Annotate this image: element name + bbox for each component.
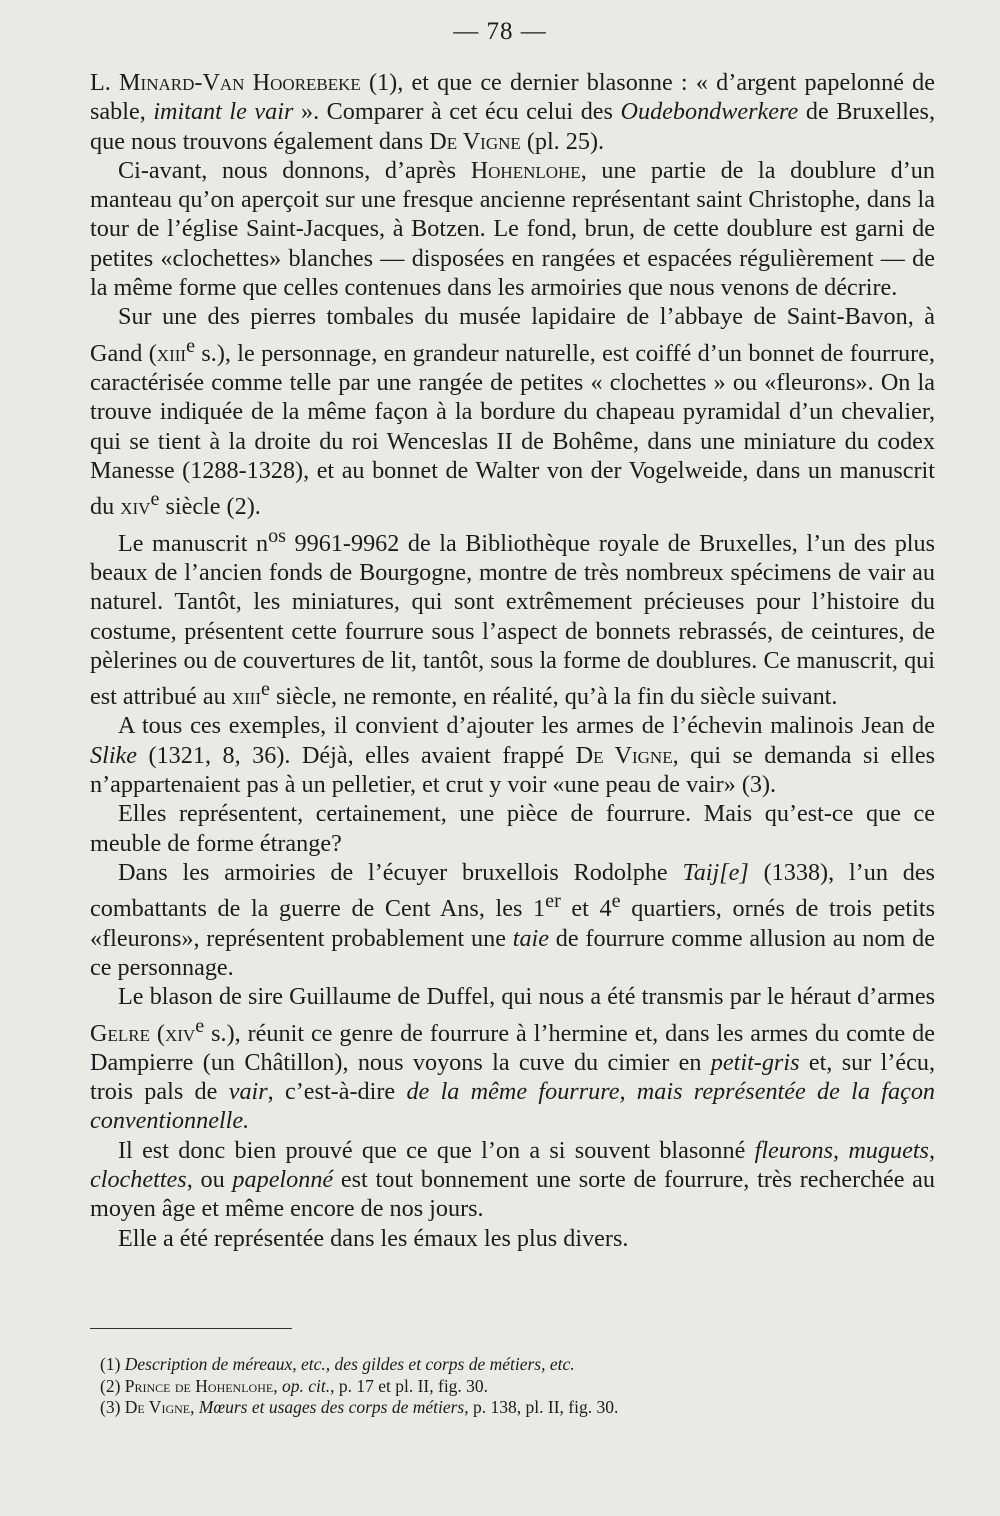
- small-caps-text: Minard-Van Hoorebeke: [119, 69, 361, 96]
- italic-text: Mœurs et usages des corps de métiers: [198, 1397, 465, 1417]
- text-run: Le manuscrit n: [118, 529, 269, 557]
- text-run: et, sur l’écu, trois pals de: [90, 1048, 935, 1106]
- italic-text: Taij[e]: [682, 858, 749, 886]
- page-number: — 78 —: [453, 18, 547, 45]
- italic-text: op. cit.: [281, 1375, 331, 1396]
- paragraph: [90, 522, 935, 712]
- small-caps-text: xiv: [120, 493, 151, 521]
- text-run: (1), et que ce dernier blasonne : « d’argent papelonné de sable,: [90, 69, 935, 126]
- italic-text: Oudebondwerkere: [620, 98, 799, 126]
- text-run: L.: [90, 69, 120, 96]
- text-run: , p. 138, pl. II, fig. 30.: [464, 1397, 619, 1417]
- text-run: Elle a été représentée dans les émaux les plus divers.: [118, 1224, 629, 1252]
- footnote: [100, 1397, 780, 1419]
- footnotes: [100, 1354, 780, 1419]
- small-caps-text: Gelre: [90, 1019, 150, 1047]
- text-run: , ou: [186, 1166, 233, 1194]
- superscript-text: er: [545, 890, 561, 913]
- text-run: (1338), l’un des combattants de la guerre de Cent Ans, les 1: [90, 858, 935, 923]
- text-run: Il est donc bien prouvé que ce que l’on a si souvent blasonné: [118, 1136, 755, 1164]
- text-run: ». Comparer à cet écu celui des: [293, 98, 621, 126]
- text-run: ,: [273, 1375, 282, 1396]
- text-run: (pl. 25).: [520, 127, 605, 155]
- text-run: (3): [100, 1397, 125, 1417]
- text-run: Dans les armoiries de l’écuyer bruxellois Rodolphe: [118, 858, 683, 886]
- text-run: , qui se demanda si elles n’appartenaient pas à un pelletier, et crut y voir «une peau de vair» (3).: [90, 741, 935, 799]
- text-run: (: [149, 1019, 165, 1047]
- text-run: s.), réunit ce genre de fourrure à l’hermine et, dans les armes du comte de Dampierre (un Châtillon), nous voyons la cuve du cimier en: [90, 1019, 935, 1076]
- text-run: , une partie de la doublure d’un manteau qu’on aperçoit sur une fresque ancienne représentant saint Christophe, dans la tour de l’église Saint-Jacques, à Botzen. Le fond, brun, de cette doublure est garni de petites «clochettes» blanches — disposées en rangées et espacées régulièrement — de la même forme que celles contenues dans les armoiries que nous venons de décrire.: [90, 156, 935, 302]
- superscript-text: e: [195, 1014, 205, 1037]
- paragraph: [90, 711, 935, 799]
- paragraph: [90, 982, 935, 1136]
- italic-text: imitant le vair: [153, 98, 294, 126]
- small-caps-text: Prince de Hohenlohe: [124, 1375, 274, 1396]
- italic-text: vair: [228, 1078, 268, 1106]
- text-run: (1321, 8, 36). Déjà, elles avaient frappé: [137, 741, 576, 769]
- text-run: (1): [100, 1354, 125, 1374]
- text-run: est tout bonnement une sorte de fourrure, très recherchée au moyen âge et même encore de nos jours.: [90, 1166, 935, 1223]
- text-run: , p. 17 et pl. II, fig. 30.: [330, 1375, 489, 1396]
- paragraph: [90, 858, 935, 982]
- italic-text: fleurons, muguets, clochettes: [90, 1136, 935, 1194]
- superscript-text: e: [186, 334, 196, 357]
- small-caps-text: De Vigne: [575, 741, 673, 769]
- text-run: et 4: [560, 895, 612, 923]
- text-run: Sur une des pierres tombales du musée lapidaire de l’abbaye de Saint-Bavon, à Gand (: [90, 303, 935, 367]
- text-run: Elles représentent, certainement, une pièce de fourrure. Mais qu’est-ce que ce meuble de forme étrange?: [90, 800, 935, 857]
- small-caps-text: De Vigne: [429, 127, 521, 155]
- superscript-text: os: [268, 524, 287, 547]
- main-text: [90, 68, 935, 1253]
- paragraph: [90, 68, 935, 156]
- text-run: quartiers, ornés de trois petits «fleurons», représentent probablement une: [90, 895, 935, 952]
- text-run: 9961-9962 de la Bibliothèque royale de Bruxelles, l’un des plus beaux de l’ancien fonds de Bourgogne, montre de très nombreux spécimens de vair au naturel. Tantôt, les miniatures, qui sont extrêmement précieuses pour l’histoire du costume, présentent cette fourrure sous l’aspect de bonnets rebrassés, de ceintures, de pèlerines ou de couvertures de lit, tantôt, sous la forme de doublures. Ce manuscrit, qui est attribué au: [90, 529, 936, 711]
- text-run: Le blason de sire Guillaume de Duffel, qui nous a été transmis par le héraut d’armes: [118, 983, 935, 1011]
- text-run: s.), le personnage, en grandeur naturelle, est coiffé d’un bonnet de fourrure, caractérisée comme telle par une rangée de petites « clochettes » ou «fleurons». On la trouve indiquée de la même façon à la bordure du chapeau pyramidal d’un chevalier, qui se tient à la droite du roi Wenceslas II de Bohême, dans une miniature du codex Manesse (1288-1328), et au bonnet de Walter von der Vogelweide, dans un manuscrit du: [90, 339, 935, 521]
- italic-text: taie: [512, 924, 549, 952]
- small-caps-text: xiii: [156, 339, 187, 367]
- superscript-text: e: [150, 488, 160, 511]
- italic-text: de la même fourrure, mais représentée de la façon conventionnelle.: [90, 1078, 936, 1135]
- small-caps-text: xiv: [164, 1019, 196, 1047]
- paragraph: [90, 1224, 935, 1253]
- text-run: (2): [100, 1375, 125, 1396]
- text-run: ,: [190, 1397, 199, 1417]
- text-run: de fourrure comme allusion au nom de ce personnage.: [90, 924, 935, 981]
- text-run: de Bruxelles, que nous trouvons également dans: [90, 98, 935, 155]
- small-caps-text: Hohenlohe: [470, 156, 581, 184]
- text-run: A tous ces exemples, il convient d’ajouter les armes de l’échevin malinois Jean de: [118, 712, 935, 740]
- paragraph: [90, 156, 935, 302]
- superscript-text: e: [260, 678, 270, 701]
- paragraph: [90, 1136, 935, 1224]
- italic-text: Description de méreaux, etc., des gildes et corps de métiers, etc.: [124, 1354, 575, 1374]
- footnote-divider: [90, 1328, 292, 1329]
- text-run: siècle, ne remonte, en réalité, qu’à la fin du siècle suivant.: [269, 683, 838, 711]
- paragraph: [90, 799, 935, 858]
- superscript-text: e: [611, 890, 621, 913]
- italic-text: petit-gris: [710, 1048, 800, 1076]
- paragraph: [90, 302, 935, 521]
- text-run: Ci-avant, nous donnons, d’après: [118, 156, 471, 184]
- italic-text: papelonné: [232, 1166, 334, 1194]
- text-run: siècle (2).: [159, 493, 261, 521]
- small-caps-text: xiii: [231, 683, 261, 711]
- italic-text: Slike: [90, 741, 138, 769]
- footnote: [100, 1376, 780, 1398]
- small-caps-text: De Vigne: [124, 1397, 191, 1417]
- footnote: [100, 1354, 780, 1376]
- text-run: , c’est-à-dire: [267, 1078, 407, 1106]
